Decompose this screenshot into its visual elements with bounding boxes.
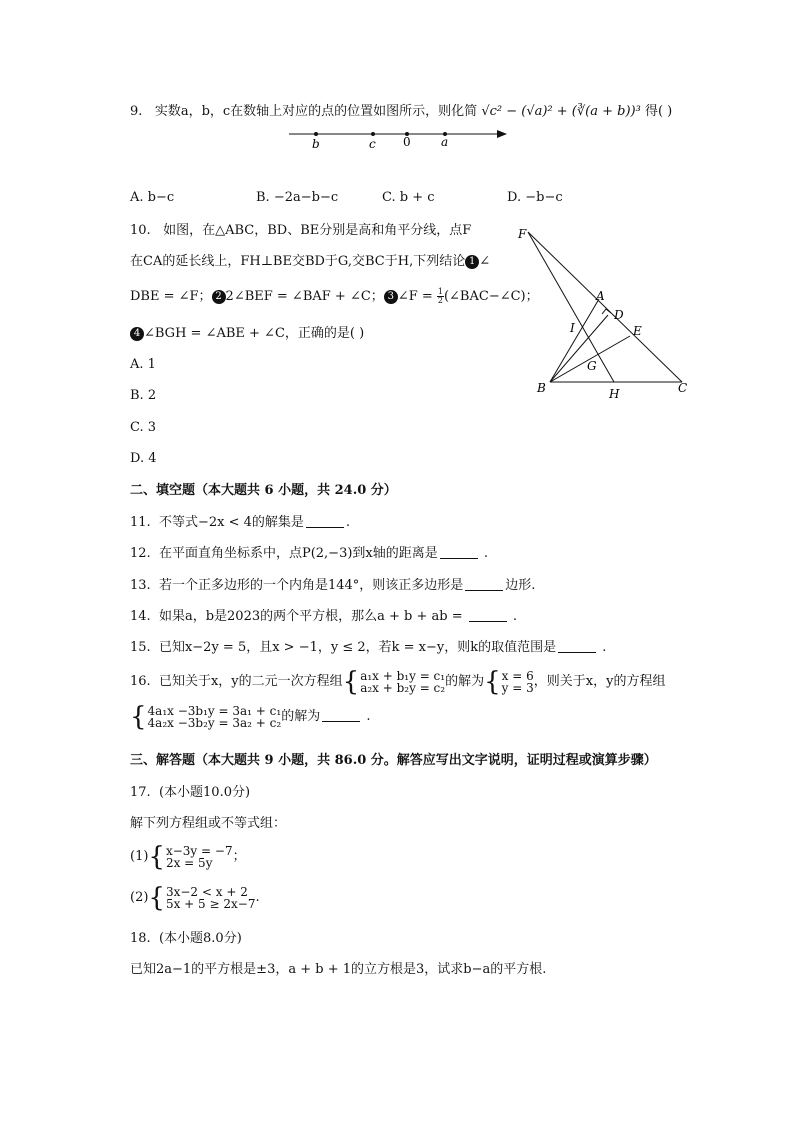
q11: 11. 不等式−2x < 4的解集是 .: [130, 515, 351, 530]
q16-line-1: 16. 已知关于x，y的二元一次方程组{ a₁x + b₁y = c₁ a₂x + b₂y = c₂ 的解为{ x = 6 y = 3 ，则关于x，y的方程组: [130, 666, 666, 697]
q17-part-1: (1){ x−3y = −7 2x = 5y ；: [130, 841, 246, 872]
q17-part-2: (2){ 3x−2 < x + 2 5x + 5 ≥ 2x−7 .: [130, 882, 260, 913]
q9-expression: √c² − (√a)² + (∛(a + b))³: [481, 104, 641, 119]
q14: 14. 如果a，b是2023的两个平方根，那么a + b + ab = .: [130, 609, 518, 624]
q16-system-2: 4a₁x −3b₁y = 3a₁ + c₁ 4a₂x −3b₂y = 3a₂ + c₂: [147, 703, 282, 730]
label-I: I: [570, 321, 575, 335]
q10-option-c[interactable]: C. 3: [130, 420, 157, 435]
q9-tail: 得( ): [644, 104, 673, 119]
q10-triangle-figure: [510, 222, 710, 407]
numberline-label-0: 0: [403, 135, 411, 149]
q10-line-4: 4 ∠BGH = ∠ABE + ∠C，正确的是( ): [130, 325, 364, 343]
section-3-heading: 三、解答题（本大题共 9 小题，共 86.0 分。解答应写出文字说明，证明过程或演算步骤）: [130, 753, 657, 768]
q10-option-a[interactable]: A. 1: [130, 357, 156, 372]
q17-prompt: 解下列方程组或不等式组：: [130, 816, 287, 831]
label-E: E: [633, 324, 642, 338]
q18-text: 已知2a−1的平方根是±3，a + b + 1的立方根是3，试求b−a的平方根.: [130, 962, 547, 977]
numberline-label-c: c: [369, 137, 376, 151]
q16-system-1: a₁x + b₁y = c₁ a₂x + b₂y = c₂: [360, 668, 446, 695]
q15-answer-blank[interactable]: [558, 640, 596, 653]
numberline-label-a: a: [441, 135, 449, 149]
q16-line-2: { 4a₁x −3b₁y = 3a₁ + c₁ 4a₂x −3b₂y = 3a₂ + c₂ 的解为 .: [130, 701, 371, 732]
q9-option-c[interactable]: C. b + c: [382, 190, 435, 205]
q17-header: 17. (本小题10.0分): [130, 785, 251, 800]
circled-2: 2: [212, 290, 226, 304]
circled-1: 1: [465, 255, 479, 269]
q12-answer-blank[interactable]: [440, 546, 478, 559]
q9-option-a[interactable]: A. b−c: [130, 190, 175, 205]
section-2-heading: 二、填空题（本大题共 6 小题，共 24.0 分）: [130, 483, 397, 498]
q9-option-d[interactable]: D. −b−c: [507, 190, 563, 205]
q12: 12. 在平面直角坐标系中，点P(2,−3)到x轴的距离是 .: [130, 546, 489, 561]
circled-3: 3: [384, 290, 398, 304]
q10-option-d[interactable]: D. 4: [130, 451, 157, 466]
label-F: F: [518, 227, 527, 241]
fraction-one-half: $\frac{1}{2}$: [437, 287, 443, 305]
q10-line-1: 10. 如图，在△ABC，BD、BE分别是高和角平分线，点F: [130, 223, 472, 238]
q15: 15. 已知x−2y = 5，且x > −1，y ≤ 2，若k = x−y，则k的取值范围是 .: [130, 640, 607, 655]
q10-line-2: 在CA的延长线上，FH⊥BE交BD于G,交BC于H,下列结论 1 ∠: [130, 254, 491, 269]
label-G: G: [587, 359, 597, 373]
q10-option-b[interactable]: B. 2: [130, 388, 157, 403]
q9-option-b[interactable]: B. −2a−b−c: [256, 190, 339, 205]
q16-answer-blank[interactable]: [322, 709, 360, 722]
q11-answer-blank[interactable]: [306, 515, 344, 528]
q9-stem: [130, 103, 672, 121]
q10-number: 10.: [130, 223, 151, 238]
q18-header: 18. (本小题8.0分): [130, 931, 242, 946]
label-C: C: [678, 381, 688, 395]
q9-number: 9.: [130, 104, 143, 119]
numberline-label-b: b: [312, 137, 320, 151]
q16-solution: x = 6 y = 3: [501, 668, 534, 695]
label-D: D: [614, 308, 624, 322]
label-H: H: [609, 387, 620, 401]
q9-number-line: [285, 124, 525, 154]
q13: 13. 若一个正多边形的一个内角是144°，则该正多边形是 边形.: [130, 578, 536, 593]
circled-4: 4: [130, 327, 144, 341]
q13-answer-blank[interactable]: [465, 578, 503, 591]
label-A: A: [596, 289, 605, 303]
q10-line-3: DBE = ∠F； 2 2∠BEF = ∠BAF + ∠C； 3 ∠F = $\frac{1}{2}$ (∠BAC−∠C)；: [130, 287, 539, 305]
q14-answer-blank[interactable]: [469, 609, 507, 622]
label-B: B: [537, 381, 546, 395]
q9-stem-text: 实数a，b，c在数轴上对应的点的位置如图所示，则化简: [154, 104, 478, 119]
